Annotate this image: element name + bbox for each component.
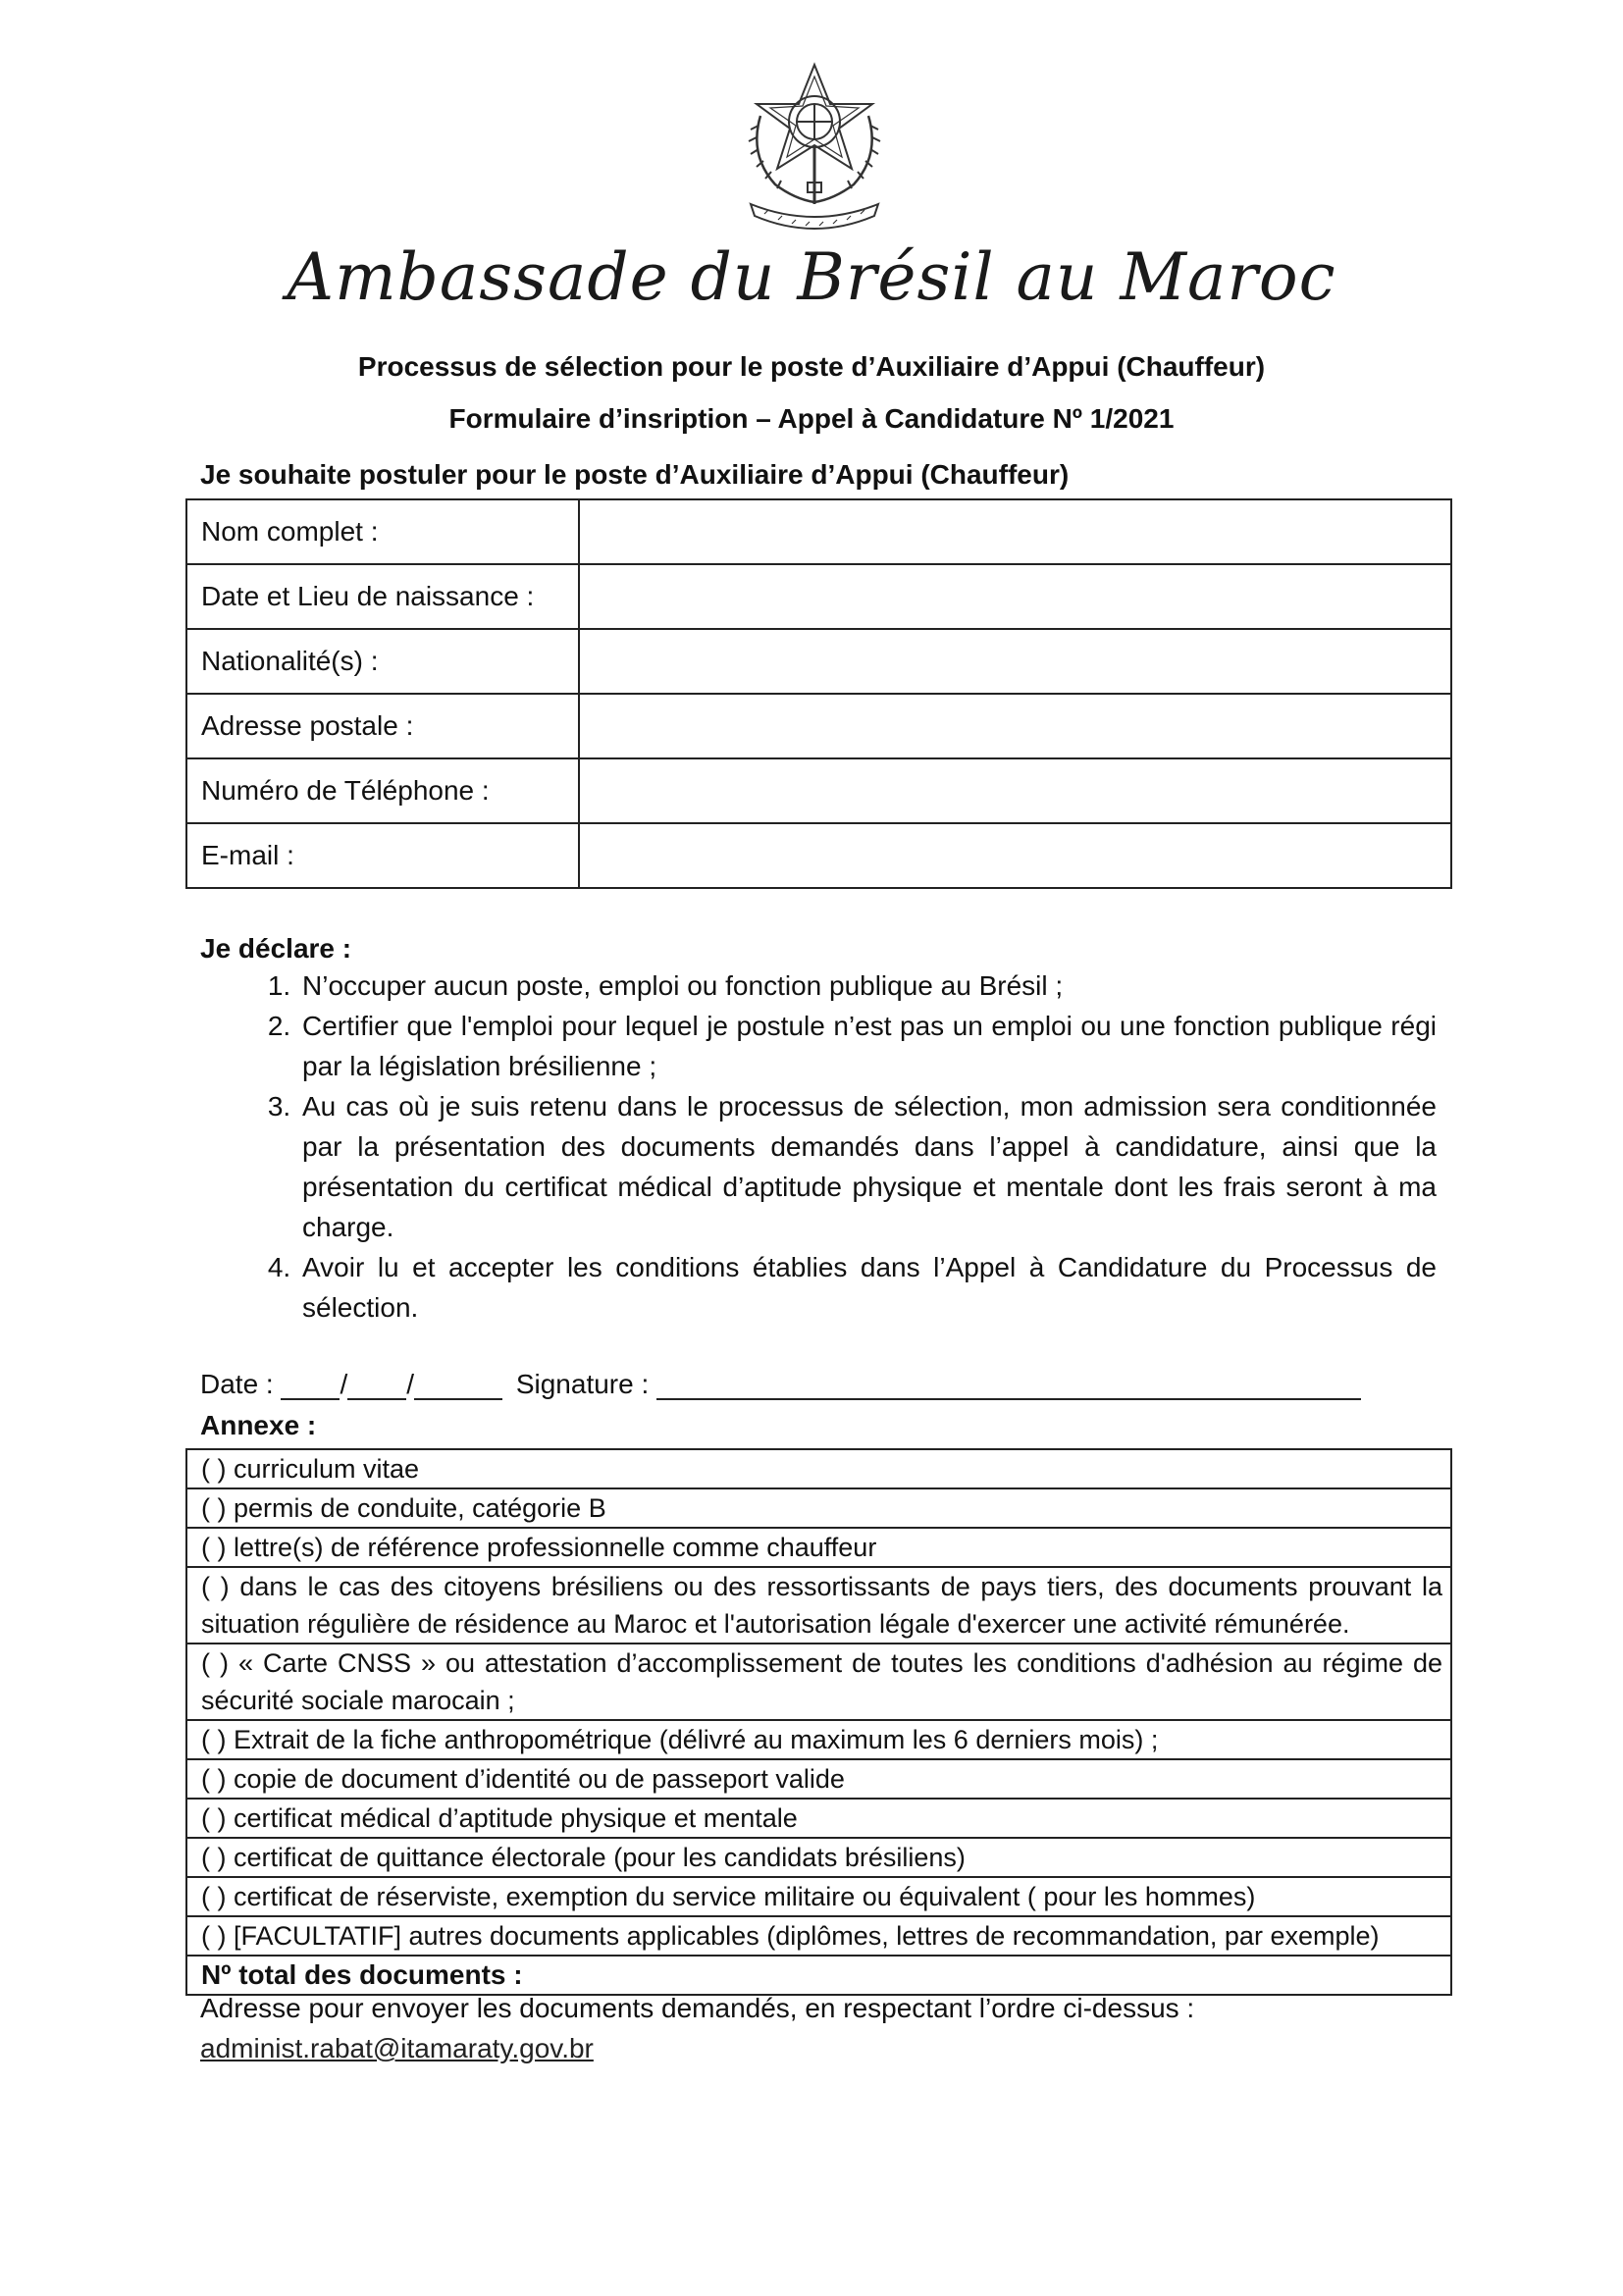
table-row <box>186 1528 1451 1567</box>
address-text: Adresse pour envoyer les documents demandés, en respectant l’ordre ci-dessus : <box>200 1993 1195 2023</box>
email-field[interactable] <box>579 823 1451 888</box>
date-year-blank[interactable] <box>414 1371 502 1400</box>
phone-field[interactable] <box>579 758 1451 823</box>
date-month-blank[interactable] <box>347 1371 406 1400</box>
nationality-field[interactable] <box>579 629 1451 694</box>
list-item: 2. Certifier que l'emploi pour lequel je postule n’est pas un emploi ou une fonction publique régi par la législation brésilienne ; <box>298 1006 1437 1086</box>
email-link[interactable]: administ.rabat@itamaraty.gov.br <box>200 2033 594 2063</box>
field-label: E-mail : <box>186 823 579 888</box>
date-label: Date : <box>200 1369 274 1399</box>
form-subtitle-line1: Processus de sélection pour le poste d’Auxiliaire d’Appui (Chauffeur) <box>357 351 1266 382</box>
annexe-item-electoral[interactable]: ( ) certificat de quittance électorale (pour les candidats brésiliens) <box>186 1838 1451 1877</box>
field-label: Nom complet : <box>186 499 579 564</box>
annexe-item-anthropometric[interactable]: ( ) Extrait de la fiche anthropométrique (délivré au maximum les 6 derniers mois) ; <box>186 1720 1451 1759</box>
table-row <box>186 1567 1451 1644</box>
intro-statement: Je souhaite postuler pour le poste d’Auxiliaire d’Appui (Chauffeur) <box>200 459 1070 490</box>
declaration-list <box>200 965 1437 1328</box>
full-name-field[interactable] <box>579 499 1451 564</box>
annexe-item-cv[interactable]: ( ) curriculum vitae <box>186 1449 1451 1488</box>
annexe-item-military[interactable]: ( ) certificat de réserviste, exemption du service militaire ou équivalent ( pour les hommes) <box>186 1877 1451 1916</box>
annexe-item-cnss[interactable]: ( ) « Carte CNSS » ou attestation d’accomplissement de toutes les conditions d'adhésion au régime de sécurité sociale marocain ; <box>186 1644 1451 1720</box>
list-item: 3. Au cas où je suis retenu dans le processus de sélection, mon admission sera conditionnée par la présentation des documents demandés dans l’appel à candidature, ainsi que la présentation du certificat médical d’aptitude physique et mentale dont les frais seront à ma charge. <box>298 1086 1437 1247</box>
table-row <box>186 1720 1451 1759</box>
table-row <box>186 823 1451 888</box>
annexe-item-residence[interactable]: ( ) dans le cas des citoyens brésiliens ou des ressortissants de pays tiers, des documents prouvant la situation régulière de résidence au Maroc et l'autorisation légale d'exercer une activité rémunérée. <box>186 1567 1451 1644</box>
date-separator: / <box>406 1369 415 1399</box>
date-day-blank[interactable] <box>281 1371 340 1400</box>
submission-instructions <box>200 1988 1194 2068</box>
form-subtitle-line2: Formulaire d’insription – Appel à Candidature Nº 1/2021 <box>448 403 1175 434</box>
list-item: 1. N’occuper aucun poste, emploi ou fonction publique au Brésil ; <box>298 965 1437 1006</box>
annexe-checklist-table <box>185 1448 1452 1996</box>
table-row <box>186 1449 1451 1488</box>
annexe-item-references[interactable]: ( ) lettre(s) de référence professionnelle comme chauffeur <box>186 1528 1451 1567</box>
date-signature-line <box>200 1369 1437 1400</box>
applicant-info-table <box>185 498 1452 889</box>
field-label: Nationalité(s) : <box>186 629 579 694</box>
list-item: 4. Avoir lu et accepter les conditions établies dans l’Appel à Candidature du Processus de sélection. <box>298 1247 1437 1328</box>
table-row <box>186 1877 1451 1916</box>
field-label: Adresse postale : <box>186 694 579 758</box>
table-row <box>186 694 1451 758</box>
table-row <box>186 499 1451 564</box>
table-row <box>186 1644 1451 1720</box>
coat-of-arms-seal <box>731 57 898 243</box>
embassy-title: Ambassade du Brésil au Maroc <box>287 239 1336 315</box>
annexe-item-medical[interactable]: ( ) certificat médical d’aptitude physique et mentale <box>186 1799 1451 1838</box>
table-row <box>186 1799 1451 1838</box>
table-row <box>186 1488 1451 1528</box>
field-label: Date et Lieu de naissance : <box>186 564 579 629</box>
field-label: Numéro de Téléphone : <box>186 758 579 823</box>
annexe-title: Annexe : <box>200 1410 317 1440</box>
table-row <box>186 1759 1451 1799</box>
postal-address-field[interactable] <box>579 694 1451 758</box>
date-separator: / <box>340 1369 348 1399</box>
signature-label: Signature : <box>515 1369 650 1399</box>
table-row <box>186 629 1451 694</box>
birth-date-place-field[interactable] <box>579 564 1451 629</box>
total-documents-field[interactable]: Nº total des documents : <box>186 1956 1451 1995</box>
table-row <box>186 1838 1451 1877</box>
declaration-title: Je déclare : <box>200 933 352 964</box>
table-row <box>186 564 1451 629</box>
table-row <box>186 1916 1451 1956</box>
annexe-item-optional[interactable]: ( ) [FACULTATIF] autres documents applicables (diplômes, lettres de recommandation, par exemple) <box>186 1916 1451 1956</box>
annexe-item-id-copy[interactable]: ( ) copie de document d’identité ou de passeport valide <box>186 1759 1451 1799</box>
table-row <box>186 758 1451 823</box>
signature-blank[interactable] <box>656 1371 1361 1400</box>
annexe-item-license[interactable]: ( ) permis de conduite, catégorie B <box>186 1488 1451 1528</box>
